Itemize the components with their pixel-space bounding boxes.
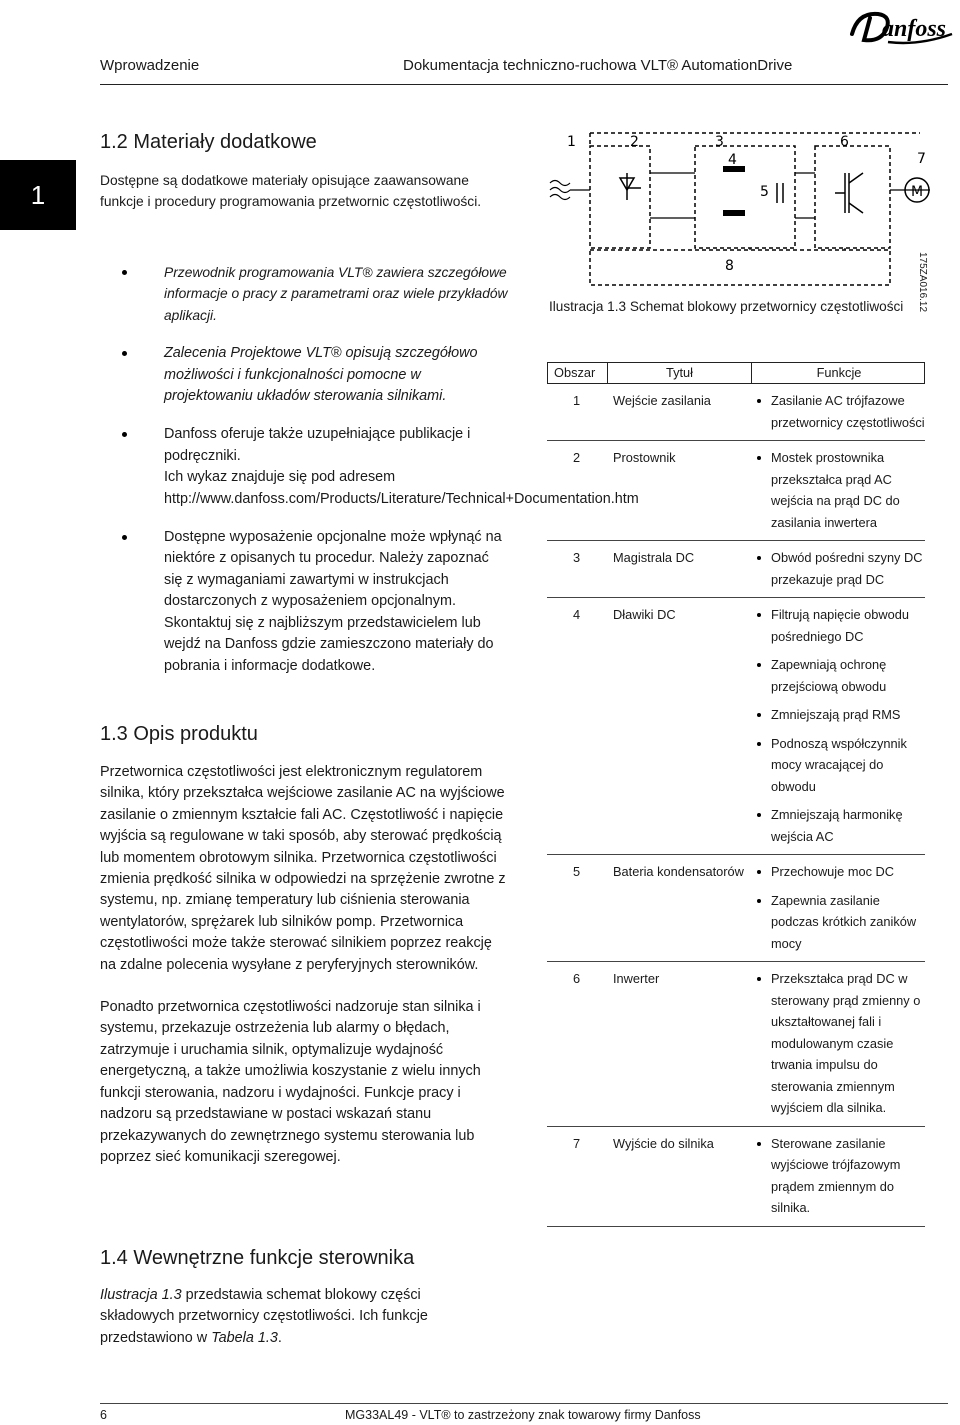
functions-table — [547, 362, 925, 1227]
cell-area: 5 — [573, 864, 581, 879]
figure-reference: Ilustracja 1.3 — [100, 1287, 182, 1303]
list-item: Danfoss oferuje także uzupełniające publikacje i podręczniki. — [100, 424, 510, 467]
inverter-block — [815, 146, 890, 248]
table-row — [547, 855, 925, 962]
function-text: Podnoszą współczynnik mocy wracającej do obwodu — [771, 735, 907, 794]
cell-title: Prostownik — [613, 450, 676, 465]
footer-rule — [100, 1403, 948, 1404]
cell-area: 6 — [573, 971, 581, 986]
bullet-icon — [757, 870, 761, 874]
function-item — [751, 804, 925, 847]
cell-title: Inwerter — [613, 971, 660, 986]
table-row — [547, 541, 925, 598]
section-1-3-title: 1.3 Opis produktu — [100, 723, 258, 745]
section-1-2-title: 1.2 Materiały dodatkowe — [100, 131, 317, 153]
bullet-icon — [757, 1142, 761, 1146]
function-item — [751, 704, 925, 726]
function-text: Przechowuje moc DC — [771, 864, 895, 879]
header-title: Tytuł — [608, 363, 752, 383]
header-area: Obszar — [548, 363, 608, 383]
bullet-icon — [757, 556, 761, 560]
function-text: Obwód pośredni szyny DC przekazuje prąd DC — [771, 550, 923, 587]
function-item — [751, 547, 925, 590]
list-item: Zalecenia Projektowe VLT® opisują szczegółowo możliwości i funkcjonalności pomocne w projektowaniu układów sterowania silnikami. — [100, 343, 510, 407]
cell-area: 7 — [573, 1135, 581, 1151]
motor-label: M — [910, 184, 924, 200]
cell-functions — [751, 962, 925, 1126]
table-row — [547, 598, 925, 855]
header-section: Wprowadzenie — [100, 57, 200, 74]
function-text: Zapewniają ochronę przejściową obwodu — [771, 657, 887, 694]
cell-title: Dławiki DC — [613, 607, 676, 622]
dc-bus-block — [695, 146, 795, 248]
table-body — [547, 384, 925, 1227]
cell-title: Wejście zasilania — [613, 393, 711, 408]
cell-title: Bateria kondensatorów — [613, 864, 744, 879]
function-item — [751, 861, 925, 883]
bullet-icon — [122, 351, 127, 356]
function-text: Przekształca prąd DC w sterowany prąd zmienny o ukształtowanej fali i modulowanym czasie trwania impulsu do sterowania zmiennym wyjściem dla silnika. — [771, 971, 921, 1115]
paragraph: Ponadto przetwornica częstotliwości nadzoruje stan silnika i systemu, przekazuje ostrzeżenia lub alarmy o błędach, zatrzymuje i uruchamia silnik, optymalizuje wydajność energetyczną, a także umożliwia koszystanie z wielu innych funkcji sterowania, nadzoru i wydajności. Funkcje pracy i nadzoru są przedstawiane w postaci wskazań stanu przekazywanych do zewnętrznego systemu sterowania lub poprzez sieć komunikacji szeregowej. — [100, 999, 481, 1165]
table-row — [547, 962, 925, 1127]
cell-functions — [751, 541, 925, 597]
label-6: 6 — [840, 134, 849, 150]
section-1-4-body: Ilustracja 1.3 przedstawia schemat blokowy części składowych przetwornicy częstotliwości. Ich funkcje przedstawiono w Tabela 1.3. — [100, 1287, 428, 1346]
label-7: 7 — [917, 151, 926, 167]
function-item — [751, 733, 925, 798]
cell-area: 2 — [573, 450, 581, 465]
cell-area: 4 — [573, 607, 581, 622]
table-row — [547, 384, 925, 441]
cell-area: 1 — [573, 393, 581, 408]
ac-input-icon — [550, 181, 570, 200]
figure-caption: Ilustracja 1.3 Schemat blokowy przetwornicy częstotliwości — [549, 299, 904, 314]
function-item — [751, 654, 925, 697]
drawing-id: 175ZA016.12 — [917, 252, 928, 313]
bullet-icon — [757, 663, 761, 667]
bullet-icon — [757, 742, 761, 746]
function-text: Zmniejszają harmonikę wejścia AC — [771, 807, 903, 844]
paragraph: Przetwornica częstotliwości jest elektronicznym regulatorem silnika, który przekształca wejściowe zasilanie AC na wyjściowe zasilanie o zmiennym kształcie fali AC. Częstotliwość i napięcie wyjścia są regulowane w taki sposób, aby sterować prędkością lub momentem obrotowym silnika. Przetwornica częstotliwości zmienia prędkość silnika w odpowiedzi na sprzężenie zwrotne z systemu, np. zmianę temperatury lub ciśnienia sterowania wentylatorów, sprężarek lub silników pomp. Przetwornica częstotliwości może także sterować silnikiem poprzez reakcję na zdalne polecenia wysyłane z peryferyjnych sterowników. — [100, 764, 506, 973]
bullet-icon — [757, 899, 761, 903]
label-2: 2 — [630, 134, 639, 150]
bullet-icon — [122, 432, 127, 437]
bullet-icon — [757, 977, 761, 981]
cell-functions — [751, 384, 925, 440]
block-diagram — [545, 128, 935, 298]
function-item — [751, 604, 925, 647]
table-header — [547, 362, 925, 384]
function-text: Zasilanie AC trójfazowe przetwornicy częstotliwości — [771, 393, 925, 430]
capacitor-symbol — [777, 183, 783, 203]
function-text: Mostek prostownika przekształca prąd AC wejścia na prąd DC do zasilania inwertera — [771, 450, 900, 530]
bullet-icon — [757, 399, 761, 403]
svg-text:anfoss: anfoss — [882, 16, 947, 42]
rectifier-block — [590, 146, 650, 248]
cell-functions — [751, 598, 925, 854]
function-text: Sterowane zasilanie wyjściowe trójfazowym prądem zmiennym do silnika. — [771, 1135, 901, 1215]
section-1-4-title: 1.4 Wewnętrzne funkcje sterownika — [100, 1247, 415, 1269]
footer-text: MG33AL49 - VLT® to zastrzeżony znak towarowy firmy Danfoss — [345, 1408, 701, 1422]
bullet-icon — [122, 535, 127, 540]
bullet-icon — [757, 713, 761, 717]
page-number: 6 — [100, 1408, 107, 1422]
header-rule — [100, 84, 948, 85]
label-3: 3 — [715, 134, 724, 150]
control-block — [590, 250, 890, 285]
chapter-tab: 1 — [0, 160, 76, 230]
table-row — [547, 441, 925, 541]
danfoss-logo — [848, 4, 956, 48]
header-functions: Funkcje — [816, 365, 862, 380]
cell-title: Wyjście do silnika — [613, 1135, 714, 1151]
cell-title: Magistrala DC — [613, 550, 695, 565]
bullet-icon — [757, 813, 761, 817]
bullet-icon — [757, 613, 761, 617]
label-4: 4 — [728, 152, 737, 168]
bullet-icon — [757, 456, 761, 460]
header-document-title: Dokumentacja techniczno-ruchowa VLT® AutomationDrive — [403, 57, 793, 74]
cell-functions — [751, 1127, 925, 1226]
bullet-icon — [122, 270, 127, 275]
cell-area: 3 — [573, 550, 581, 565]
label-5: 5 — [760, 184, 769, 200]
section-1-2-intro: Dostępne są dodatkowe materiały opisujące zaawansowane funkcje i procedury programowania przetwornic częstotliwości. — [100, 173, 482, 210]
function-item — [751, 390, 925, 433]
rectifier-symbol — [620, 173, 641, 200]
function-item — [751, 447, 925, 533]
cell-functions — [751, 441, 925, 540]
list-item-continuation: Ich wykaz znajduje się pod adresem http://www.danfoss.com/Products/Literature/Technical+Documentation.htm — [164, 469, 639, 507]
list-item: Dostępne wyposażenie opcjonalne może wpłynąć na niektóre z opisanych tu procedur. Należy zapoznać się z wymaganiami zawartymi w instrukcjach dostarczonych z wyposażeniem opcjonalnym. Skontaktuj się z najbliższym przedstawicielem lub wejdź na Danfoss gdzie zamieszczono materiały do pobrania i informacje dodatkowe. — [100, 527, 510, 677]
function-text: Zmniejszają prąd RMS — [771, 707, 901, 722]
section-1-3-body — [100, 762, 510, 1168]
table-reference: Tabela 1.3 — [211, 1329, 278, 1346]
igbt-symbol — [835, 173, 863, 213]
table-row — [547, 1127, 925, 1227]
list-item: Przewodnik programowania VLT® zawiera szczegółowe informacje o pracy z parametrami oraz wiele przykładów aplikacji. — [100, 262, 510, 326]
label-1: 1 — [567, 134, 576, 150]
function-item — [751, 890, 925, 955]
dc-choke-bottom — [723, 210, 745, 216]
function-item — [751, 1133, 925, 1219]
function-text: Filtrują napięcie obwodu pośredniego DC — [771, 607, 910, 644]
function-text: Zapewnia zasilanie podczas krótkich zaników mocy — [771, 892, 917, 951]
cell-functions — [751, 855, 925, 961]
function-item — [751, 968, 925, 1119]
label-8: 8 — [725, 258, 734, 274]
